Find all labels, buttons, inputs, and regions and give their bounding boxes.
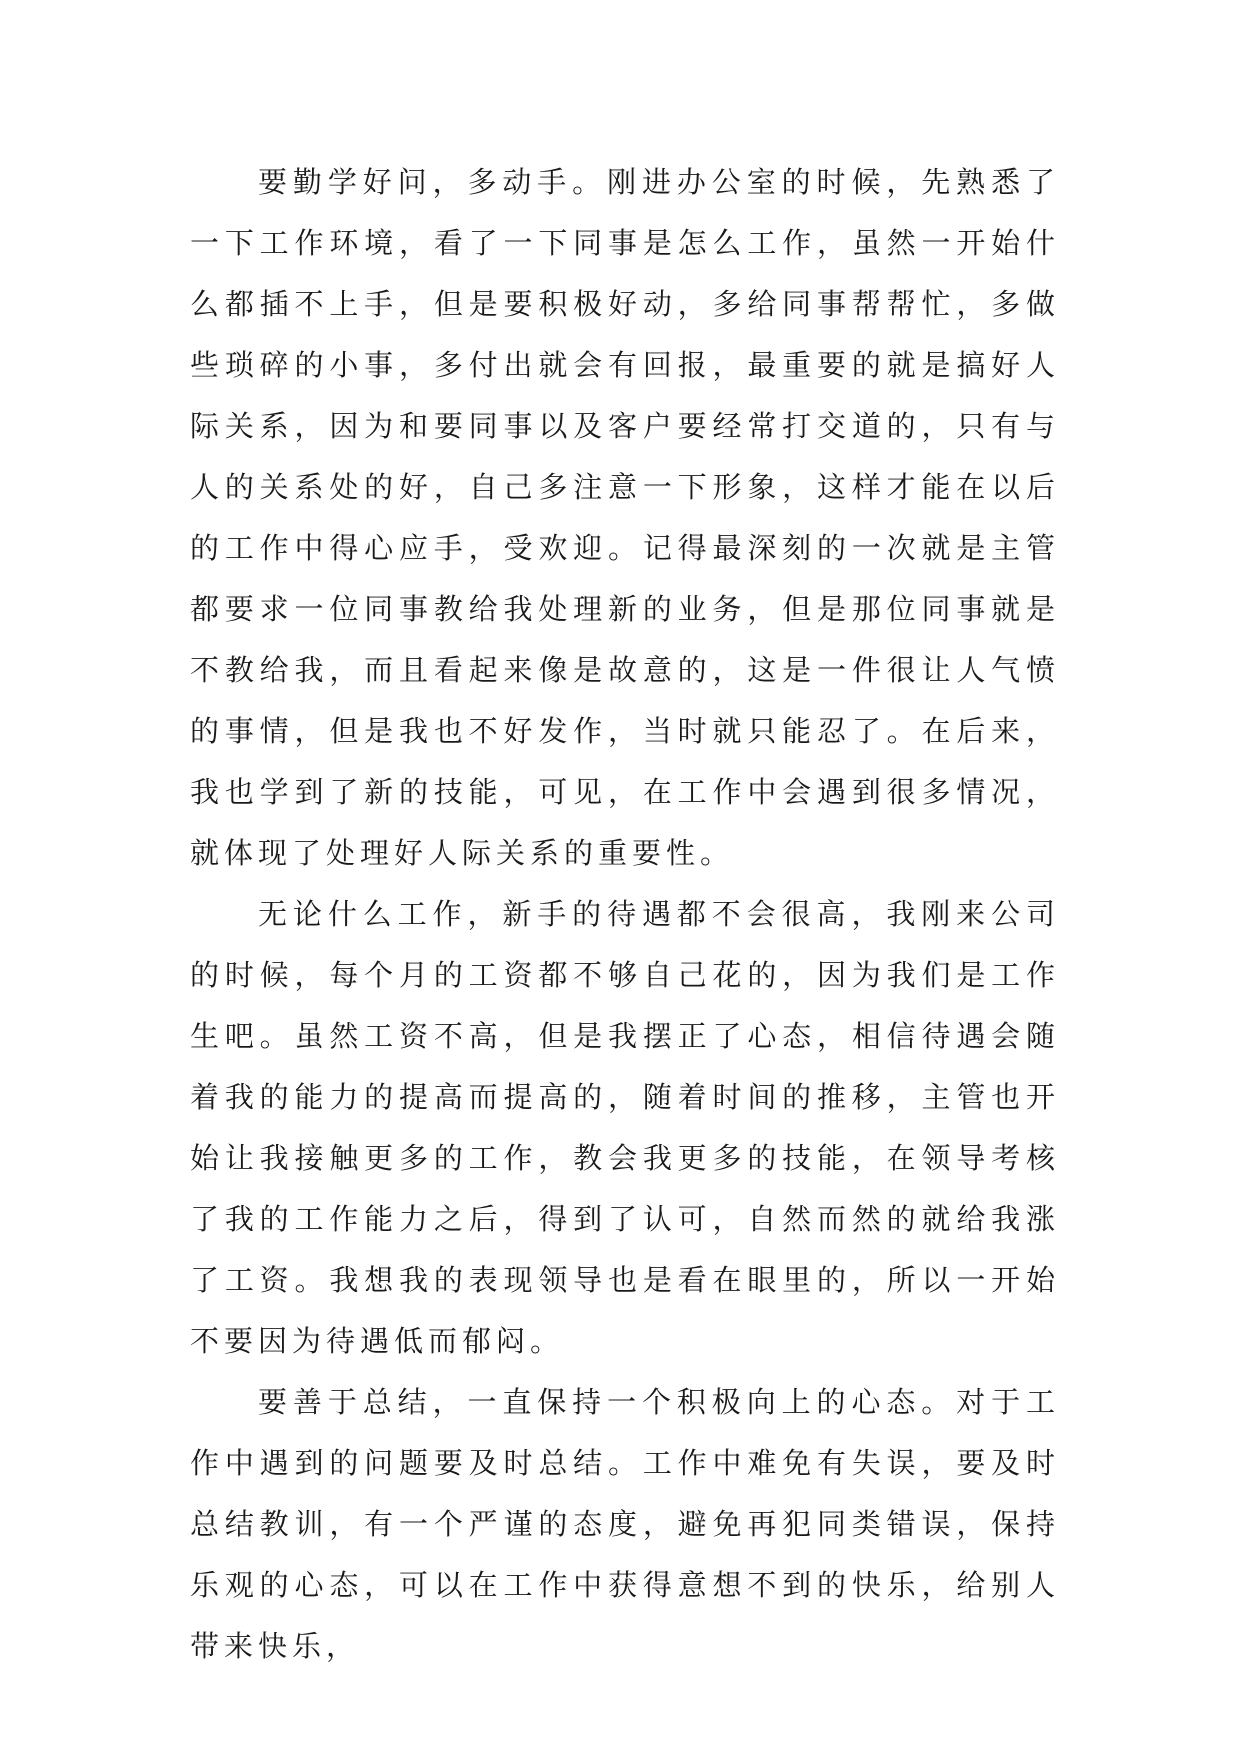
paragraph: 要善于总结，一直保持一个积极向上的心态。对于工作中遇到的问题要及时总结。工作中难免有失误，要及时总结教训，有一个严谨的态度，避免再犯同类错误，保持乐观的心态，可以在工作中获得意想不到的快乐，给别人带来快乐， [190,1385,1060,1663]
document-body [190,152,1060,1677]
paragraph: 要勤学好问，多动手。刚进办公室的时候，先熟悉了一下工作环境，看了一下同事是怎么工作，虽然一开始什么都插不上手，但是要积极好动，多给同事帮帮忙，多做些琐碎的小事，多付出就会有回报，最重要的就是搞好人际关系，因为和要同事以及客户要经常打交道的，只有与人的关系处的好，自己多注意一下形象，这样才能在以后的工作中得心应手，受欢迎。记得最深刻的一次就是主管都要求一位同事教给我处理新的业务，但是那位同事就是不教给我，而且看起来像是故意的，这是一件很让人气愤的事情，但是我也不好发作，当时就只能忍了。在后来，我也学到了新的技能，可见，在工作中会遇到很多情况，就体现了处理好人际关系的重要性。 [190,165,1060,870]
paragraph: 无论什么工作，新手的待遇都不会很高，我刚来公司的时候，每个月的工资都不够自己花的，因为我们是工作生吧。虽然工资不高，但是我摆正了心态，相信待遇会随着我的能力的提高而提高的，随着时间的推移，主管也开始让我接触更多的工作，教会我更多的技能，在领导考核了我的工作能力之后，得到了认可，自然而然的就给我涨了工资。我想我的表现领导也是看在眼里的，所以一开始不要因为待遇低而郁闷。 [190,897,1060,1358]
